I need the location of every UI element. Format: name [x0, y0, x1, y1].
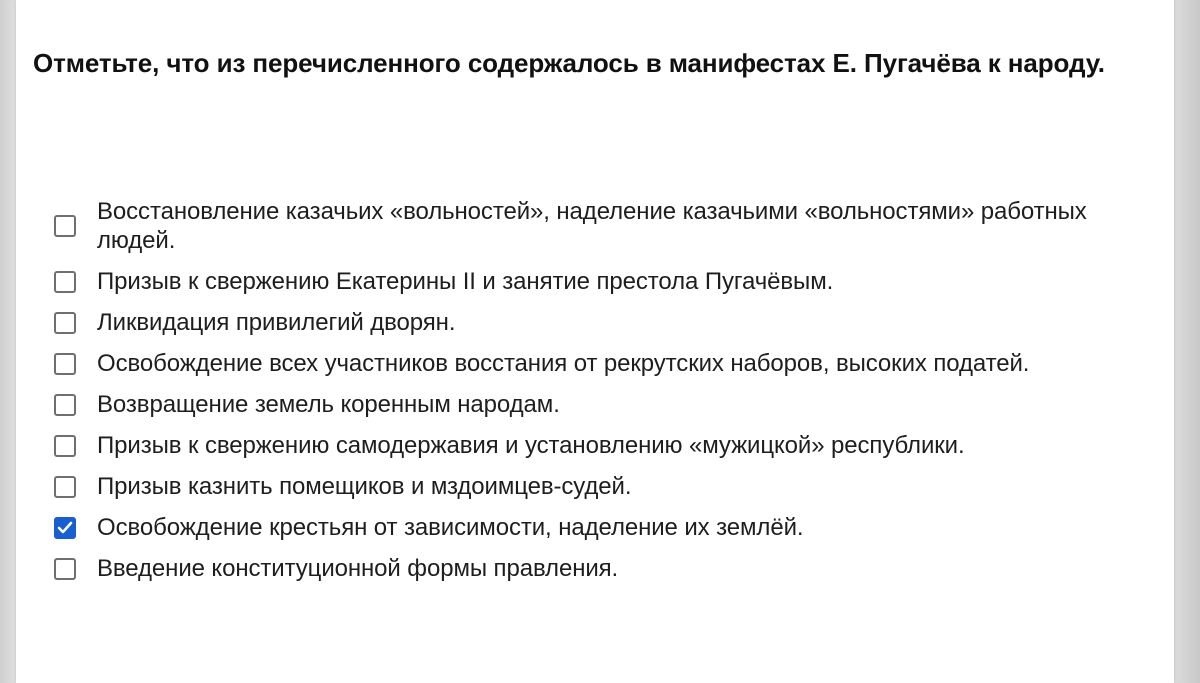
option-label: Освобождение крестьян от зависимости, наделение их землёй. — [97, 514, 804, 541]
screen-edge-right — [1174, 0, 1200, 683]
answer-option[interactable] — [54, 308, 1154, 337]
checkbox[interactable] — [54, 558, 76, 580]
checkbox[interactable] — [54, 271, 76, 293]
answer-options — [54, 197, 1154, 595]
question-card — [16, 0, 1174, 683]
answer-option[interactable] — [54, 349, 1154, 378]
checkbox[interactable] — [54, 353, 76, 375]
checkbox[interactable] — [54, 394, 76, 416]
option-label: Восстановление казачьих «вольностей», наделение казачьими «вольностями» работных людей. — [97, 198, 1087, 254]
option-label: Освобождение всех участников восстания от рекрутских наборов, высоких податей. — [97, 350, 1030, 377]
option-label: Ликвидация привилегий дворян. — [97, 309, 456, 336]
option-label: Призыв казнить помещиков и мздоимцев-судей. — [97, 473, 632, 500]
option-label: Призыв к свержению Екатерины II и занятие престола Пугачёвым. — [97, 268, 834, 295]
screen-edge-left — [0, 0, 16, 683]
answer-option[interactable] — [54, 554, 1154, 583]
checkbox[interactable] — [54, 435, 76, 457]
option-label: Возвращение земель коренным народам. — [97, 391, 560, 418]
checkbox[interactable] — [54, 215, 76, 237]
answer-option[interactable] — [54, 472, 1154, 501]
checkmark-icon — [57, 521, 73, 535]
option-label: Призыв к свержению самодержавия и установлению «мужицкой» республики. — [97, 432, 965, 459]
answer-option[interactable] — [54, 431, 1154, 460]
checkbox[interactable] — [54, 517, 76, 539]
option-label: Введение конституционной формы правления. — [97, 555, 619, 582]
checkbox[interactable] — [54, 476, 76, 498]
answer-option[interactable] — [54, 197, 1154, 255]
checkbox[interactable] — [54, 312, 76, 334]
answer-option[interactable] — [54, 513, 1154, 542]
answer-option[interactable] — [54, 267, 1154, 296]
question-text: Отметьте, что из перечисленного содержалось в манифестах Е. Пугачёва к народу. — [33, 48, 1105, 78]
answer-option[interactable] — [54, 390, 1154, 419]
